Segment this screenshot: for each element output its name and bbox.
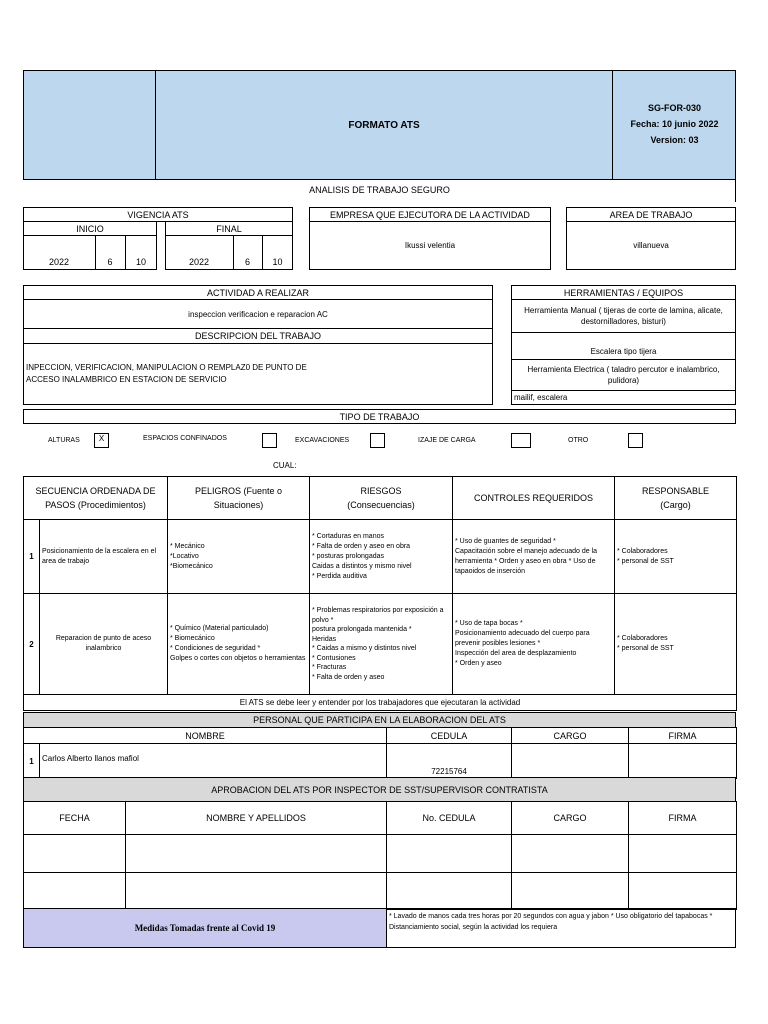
row-2-riesgos[interactable]: * Problemas respiratorios por exposición a polvo * postura prolongada mantenida * Heridas * Caidas a mismo y distintos nivel * Contusiones * Fracturas * Falta de orden y aseo xyxy=(310,594,453,695)
row-1-controles[interactable]: * Uso de guantes de seguridad * Capacitación sobre el manejo adecuado de la herramienta * Orden y aseo en obra * Uso de tapaoidos de inserción xyxy=(453,520,615,594)
aprobacion-header-nombre: NOMBRE Y APELLIDOS xyxy=(126,802,387,835)
header-controles: CONTROLES REQUERIDOS xyxy=(453,477,615,520)
row-1-paso[interactable]: Posicionamiento de la escalera en el area de trabajo xyxy=(40,520,168,594)
actividad-value[interactable]: inspeccion verificacion e reparacion AC xyxy=(23,299,493,329)
row-2-number: 2 xyxy=(24,594,40,695)
option-excavaciones-label: EXCAVACIONES xyxy=(295,437,350,444)
option-excavaciones-checkbox[interactable] xyxy=(370,433,385,448)
form-meta xyxy=(613,100,736,148)
risk-matrix xyxy=(23,476,737,711)
final-label: FINAL xyxy=(165,221,293,236)
form-date: Fecha: 10 junio 2022 xyxy=(630,119,719,129)
personal-header-cargo: CARGO xyxy=(512,728,629,744)
option-otro-label: OTRO xyxy=(568,437,589,444)
row-1-peligros[interactable]: * Mecánico *Locativo *Biomecánico xyxy=(168,520,310,594)
inicio-year[interactable]: 2022 xyxy=(48,257,70,267)
descripcion-label: DESCRIPCION DEL TRABAJO xyxy=(23,328,493,344)
matrix-footnote: El ATS se debe leer y entender por los trabajadores que ejecutaran la actividad xyxy=(24,695,737,711)
tipo-trabajo-label: TIPO DE TRABAJO xyxy=(23,409,736,424)
form-title: FORMATO ATS xyxy=(348,119,420,131)
area-label: AREA DE TRABAJO xyxy=(566,207,736,222)
form-version: Version: 03 xyxy=(650,135,699,145)
aprobacion-row-2-firma[interactable] xyxy=(629,873,737,910)
final-year[interactable]: 2022 xyxy=(188,257,210,267)
option-izaje-label: IZAJE DE CARGA xyxy=(418,437,476,444)
header-secuencia: SECUENCIA ORDENADA DE PASOS (Procedimientos) xyxy=(24,477,168,520)
row-2-paso[interactable]: Reparacion de punto de aceso inalambrico xyxy=(40,594,168,695)
form-subtitle: ANALISIS DE TRABAJO SEGURO xyxy=(309,185,450,195)
personal-row-cedula[interactable]: 72215764 xyxy=(387,744,512,779)
inicio-label: INICIO xyxy=(23,221,157,236)
aprobacion-row-1-cargo[interactable] xyxy=(512,835,629,873)
option-izaje-checkbox[interactable] xyxy=(511,433,531,448)
subtitle-right-border xyxy=(735,180,736,202)
header-riesgos: RIESGOS (Consecuencias) xyxy=(310,477,453,520)
aprobacion-title: APROBACION DEL ATS POR INSPECTOR DE SST/SUPERVISOR CONTRATISTA xyxy=(23,777,736,802)
herramientas-label: HERRAMIENTAS / EQUIPOS xyxy=(511,285,736,300)
row-2-responsable[interactable]: * Colaboradores * personal de SST xyxy=(615,594,737,695)
header-peligros: PELIGROS (Fuente o Situaciones) xyxy=(168,477,310,520)
inicio-month[interactable]: 6 xyxy=(107,257,113,267)
inicio-day[interactable]: 10 xyxy=(135,257,146,267)
option-espacios-label: ESPACIOS CONFINADOS xyxy=(143,435,227,442)
aprobacion-row-2-cargo[interactable] xyxy=(512,873,629,910)
empresa-value[interactable]: Ikussi velentia xyxy=(309,221,551,270)
covid-label: Medidas Tomadas frente al Covid 19 xyxy=(23,908,387,948)
descripcion-value[interactable]: INPECCION, VERIFICACION, MANIPULACION O REMPLAZ0 DE PUNTO DE ACCESO INALAMBRICO EN ESTACION DE SERVICIO xyxy=(23,343,493,405)
row-2-controles[interactable]: * Uso de tapa bocas * Posicionamiento adecuado del cuerpo para prevenir posibles lesiones * Inspección del area de desplazamiento * Orden y aseo xyxy=(453,594,615,695)
option-otro-checkbox[interactable] xyxy=(628,433,643,448)
aprobacion-row-1-fecha[interactable] xyxy=(24,835,126,873)
covid-text[interactable]: * Lavado de manos cada tres horas por 20 segundos con agua y jabon * Uso obligatorio del tapabocas * Distanciamiento social, según la actividad los requiera xyxy=(386,908,736,948)
personal-row-firma[interactable] xyxy=(629,744,737,779)
aprobacion-row-2-fecha[interactable] xyxy=(24,873,126,910)
aprobacion-table xyxy=(23,801,737,910)
final-month[interactable]: 6 xyxy=(244,257,250,267)
personal-table xyxy=(23,727,737,779)
row-2-peligros[interactable]: * Químico (Material particulado) * Biomecánico * Condiciones de seguridad * Golpes o cortes con objetos o herramientas xyxy=(168,594,310,695)
herramienta-item-1[interactable]: Herramienta Manual ( tijeras de corte de lamina, alicate, destornilladores, bisturi) xyxy=(511,299,736,333)
aprobacion-header-firma: FIRMA xyxy=(629,802,737,835)
row-1-riesgos[interactable]: * Cortaduras en manos * Falta de orden y aseo en obra * posturas prolongadas Caidas a distintos y mismo nivel * Perdida auditiva xyxy=(310,520,453,594)
aprobacion-header-fecha: FECHA xyxy=(24,802,126,835)
herramienta-item-2[interactable]: Escalera tipo tijera xyxy=(511,332,736,360)
aprobacion-row-2-cedula[interactable] xyxy=(387,873,512,910)
herramienta-item-3[interactable]: Herramienta Electrica ( taladro percutor e inalambrico, pulidora) xyxy=(511,359,736,391)
aprobacion-header-cargo: CARGO xyxy=(512,802,629,835)
form-code: SG-FOR-030 xyxy=(647,103,701,113)
option-alturas-checkbox[interactable]: X xyxy=(94,433,109,448)
personal-header-nombre: NOMBRE xyxy=(24,728,387,744)
actividad-label: ACTIVIDAD A REALIZAR xyxy=(23,285,493,300)
vigencia-label: VIGENCIA ATS xyxy=(23,207,293,222)
herramienta-item-4[interactable]: mailif, escalera xyxy=(511,390,736,405)
option-espacios-checkbox[interactable] xyxy=(262,433,277,448)
personal-row-nombre[interactable]: Carlos Alberto llanos mafiol xyxy=(40,744,387,779)
personal-header-firma: FIRMA xyxy=(629,728,737,744)
header-responsable: RESPONSABLE (Cargo) xyxy=(615,477,737,520)
aprobacion-row-1-cedula[interactable] xyxy=(387,835,512,873)
aprobacion-row-1-nombre[interactable] xyxy=(126,835,387,873)
area-value[interactable]: villanueva xyxy=(566,221,736,270)
personal-row-number: 1 xyxy=(24,744,40,779)
personal-row-cargo[interactable] xyxy=(512,744,629,779)
aprobacion-row-2-nombre[interactable] xyxy=(126,873,387,910)
cual-label: CUAL: xyxy=(273,461,297,470)
personal-title: PERSONAL QUE PARTICIPA EN LA ELABORACION DEL ATS xyxy=(23,712,736,728)
personal-header-cedula: CEDULA xyxy=(387,728,512,744)
option-alturas-label: ALTURAS xyxy=(48,437,80,444)
aprobacion-header-cedula: No. CEDULA xyxy=(387,802,512,835)
aprobacion-row-1-firma[interactable] xyxy=(629,835,737,873)
row-1-responsable[interactable]: * Colaboradores * personal de SST xyxy=(615,520,737,594)
row-1-number: 1 xyxy=(24,520,40,594)
final-day[interactable]: 10 xyxy=(272,257,283,267)
empresa-label: EMPRESA QUE EJECUTORA DE LA ACTIVIDAD xyxy=(309,207,551,222)
